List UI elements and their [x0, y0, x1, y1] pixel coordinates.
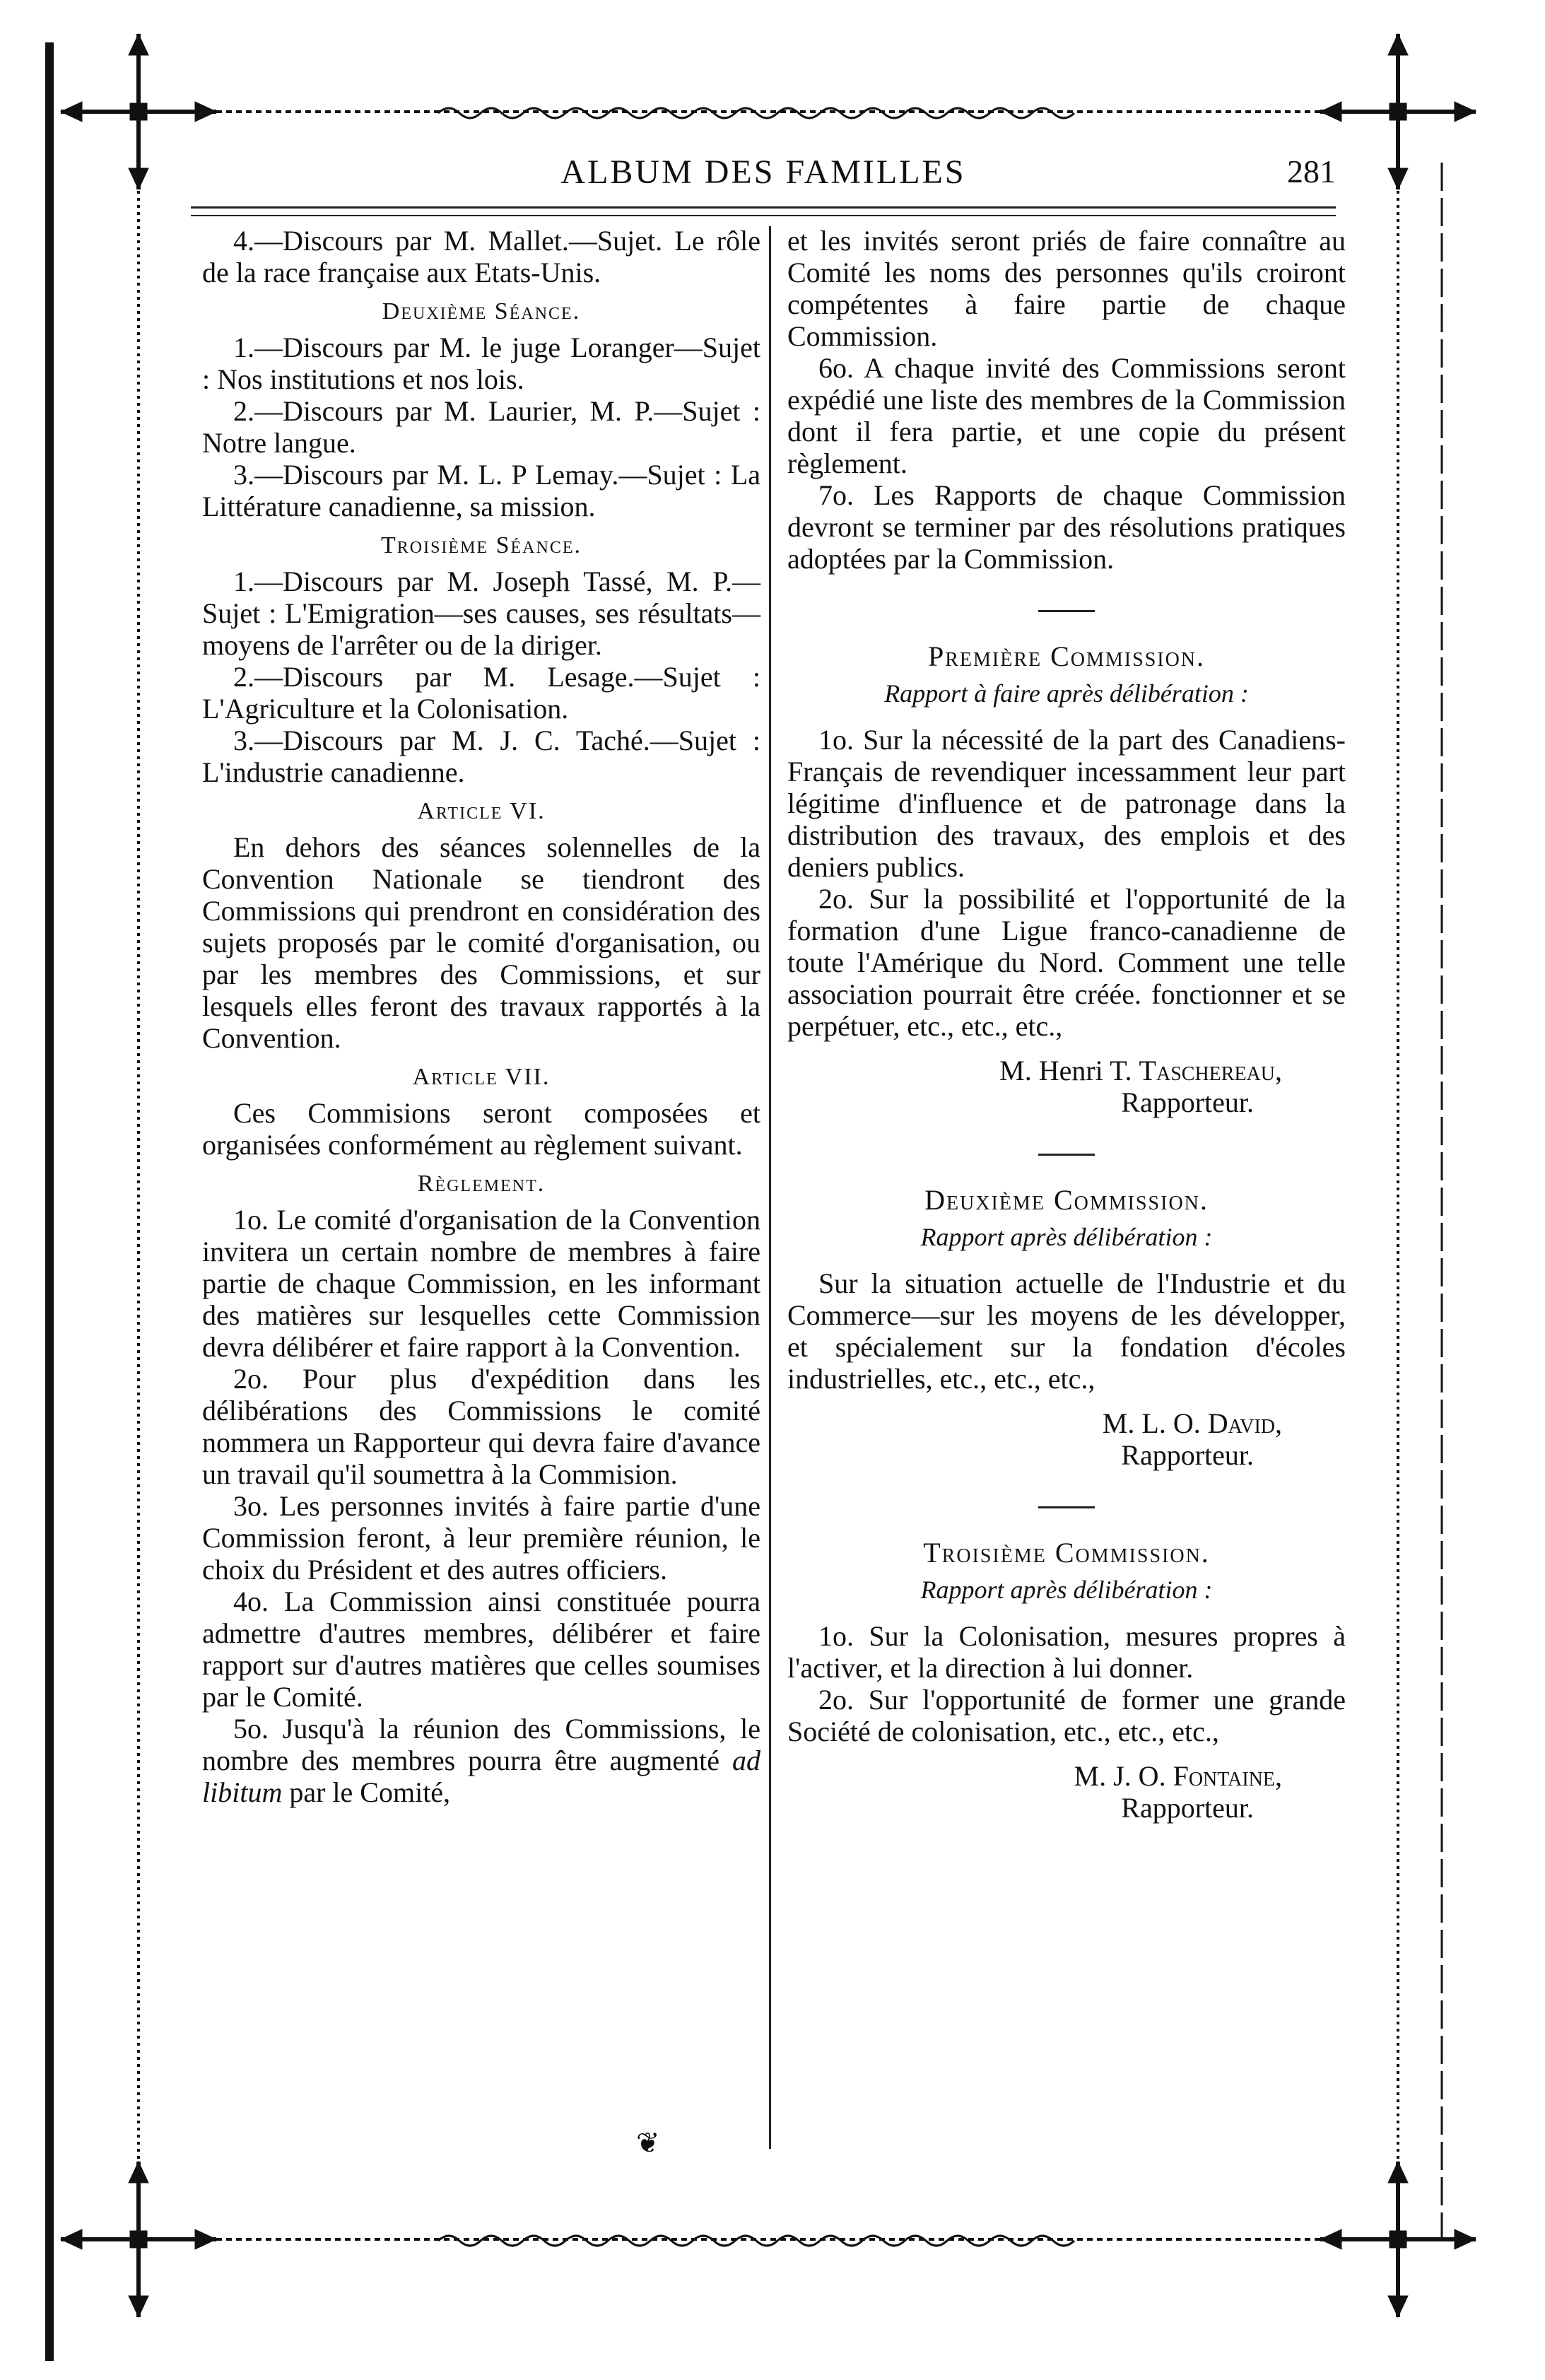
paragraph: 2.—Discours par M. Lesage.—Sujet : L'Agriculture et la Colonisation.	[202, 661, 760, 725]
page-header	[184, 148, 1343, 198]
signature-name	[787, 1407, 1346, 1439]
separator-rule	[1038, 610, 1095, 612]
separator-rule	[1038, 1506, 1095, 1508]
signature-role: Rapporteur.	[1121, 1792, 1254, 1824]
page-title: ALBUM DES FAMILLES	[560, 153, 966, 191]
signature-name	[787, 1760, 1346, 1792]
paragraph: 6o. A chaque invité des Commissions seront expédié une liste des membres de la Commission dont il fera partie, et une copie du présent règlement.	[787, 352, 1346, 479]
paragraph: et les invités seront priés de faire connaître au Comité les noms des personnes qu'ils croiront compétentes à faire partie de chaque Commission.	[787, 225, 1346, 352]
commission-subtitle: Rapport à faire après délibération :	[884, 679, 1249, 708]
page-number: 281	[1287, 153, 1336, 189]
paragraph: 1o. Le comité d'organisation de la Convention invitera un certain nombre de membres à faire partie de chaque Commission, en les informant des matières sur lesquelles cette Commission devra délibérer et faire rapport à la Convention.	[202, 1204, 760, 1363]
paragraph: 1.—Discours par M. Joseph Tassé, M. P.— Sujet : L'Emigration—ses causes, ses résultats—moyens de l'arrêter ou de la diriger.	[202, 565, 760, 661]
column-divider	[769, 226, 771, 2149]
commission-heading: Deuxième Commission.	[924, 1184, 1209, 1216]
signature-role: Rapporteur.	[1121, 1439, 1254, 1471]
text-run: M. J. O.	[1074, 1760, 1173, 1792]
surname: Fontaine,	[1173, 1760, 1282, 1792]
paragraph: 4o. La Commission ainsi constituée pourra admettre d'autres membres, délibérer et faire rapport sur d'autres matières que celles soumises par le Comité.	[202, 1585, 760, 1713]
section-heading: Troisième Séance.	[380, 532, 582, 558]
paragraph: En dehors des séances solennelles de la Convention Nationale se tiendront des Commissions qui prendront en considération des sujets proposés par le comité d'organisation, ou par les membres des Commissions, et sur lesquels elles feront des travaux rapportés à la Convention.	[202, 831, 760, 1054]
text-run: par le Comité,	[282, 1776, 451, 1808]
section-heading: Règlement.	[417, 1171, 546, 1197]
italic-text: ad libitum	[202, 1745, 760, 1808]
header-rule	[191, 215, 1336, 216]
section-heading: Article VI.	[417, 798, 546, 824]
commission-heading: Première Commission.	[927, 640, 1206, 672]
text-run: M. Henri T.	[999, 1055, 1139, 1086]
signature-role: Rapporteur.	[1121, 1086, 1254, 1118]
commission-subtitle: Rapport après délibération :	[920, 1576, 1213, 1604]
section-heading: Deuxième Séance.	[382, 298, 581, 324]
paragraph: 2o. Sur la possibilité et l'opportunité de la formation d'une Ligue franco-canadienne de toute l'Amérique du Nord. Comment une telle association pourrait être créée. fonctionner et se perpétuer, etc., etc., etc.,	[787, 883, 1346, 1042]
separator-rule	[1038, 1154, 1095, 1156]
paragraph	[202, 1713, 760, 1808]
commission-heading: Troisième Commission.	[923, 1537, 1210, 1569]
paragraph: 3.—Discours par M. J. C. Taché.—Sujet : L'industrie canadienne.	[202, 725, 760, 788]
paragraph: Ces Commisions seront composées et organisées conformément au règlement suivant.	[202, 1097, 760, 1161]
paragraph: 7o. Les Rapports de chaque Commission devront se terminer par des résolutions pratiques adoptées par la Commission.	[787, 479, 1346, 575]
paragraph: 2.—Discours par M. Laurier, M. P.—Sujet : Notre langue.	[202, 395, 760, 459]
paragraph: 3.—Discours par M. L. P Lemay.—Sujet : La Littérature canadienne, sa mission.	[202, 459, 760, 522]
paragraph: 3o. Les personnes invités à faire partie d'une Commission feront, à leur première réunion, le choix du Président et des autres officiers.	[202, 1490, 760, 1585]
signature-name	[787, 1055, 1346, 1086]
text-run: 5o. Jusqu'à la réunion des Commissions, le nombre des membres pourra être augmenté	[202, 1713, 760, 1776]
fleuron-icon: ❦	[636, 2127, 660, 2159]
left-column	[202, 225, 760, 1808]
paragraph: 1.—Discours par M. le juge Loranger—Sujet : Nos institutions et nos lois.	[202, 332, 760, 395]
paragraph: 2o. Sur l'opportunité de former une grande Société de colonisation, etc., etc., etc.,	[787, 1684, 1346, 1747]
paragraph: 4.—Discours par M. Mallet.—Sujet. Le rôle de la race française aux Etats-Unis.	[202, 225, 760, 288]
paragraph: 2o. Pour plus d'expédition dans les délibérations des Commissions le comité nommera un Rapporteur qui devra faire d'avance un travail qu'il soumettra à la Commision.	[202, 1363, 760, 1490]
paragraph: 1o. Sur la Colonisation, mesures propres à l'activer, et la direction à lui donner.	[787, 1620, 1346, 1684]
text-run: M. L. O.	[1102, 1407, 1208, 1439]
paragraph: Sur la situation actuelle de l'Industrie et du Commerce—sur les moyens de les développer, et spécialement sur la fondation d'écoles industrielles, etc., etc., etc.,	[787, 1267, 1346, 1395]
surname: David,	[1207, 1407, 1282, 1439]
surname: Taschereau,	[1139, 1055, 1282, 1086]
header-rule	[191, 206, 1336, 209]
right-column	[787, 225, 1346, 1824]
paragraph: 1o. Sur la nécessité de la part des Canadiens-Français de revendiquer incessamment leur part légitime d'influence et de patronage dans la distribution des travaux, des emplois et des deniers publics.	[787, 724, 1346, 883]
section-heading: Article VII.	[412, 1064, 551, 1090]
commission-subtitle: Rapport après délibération :	[920, 1223, 1213, 1251]
